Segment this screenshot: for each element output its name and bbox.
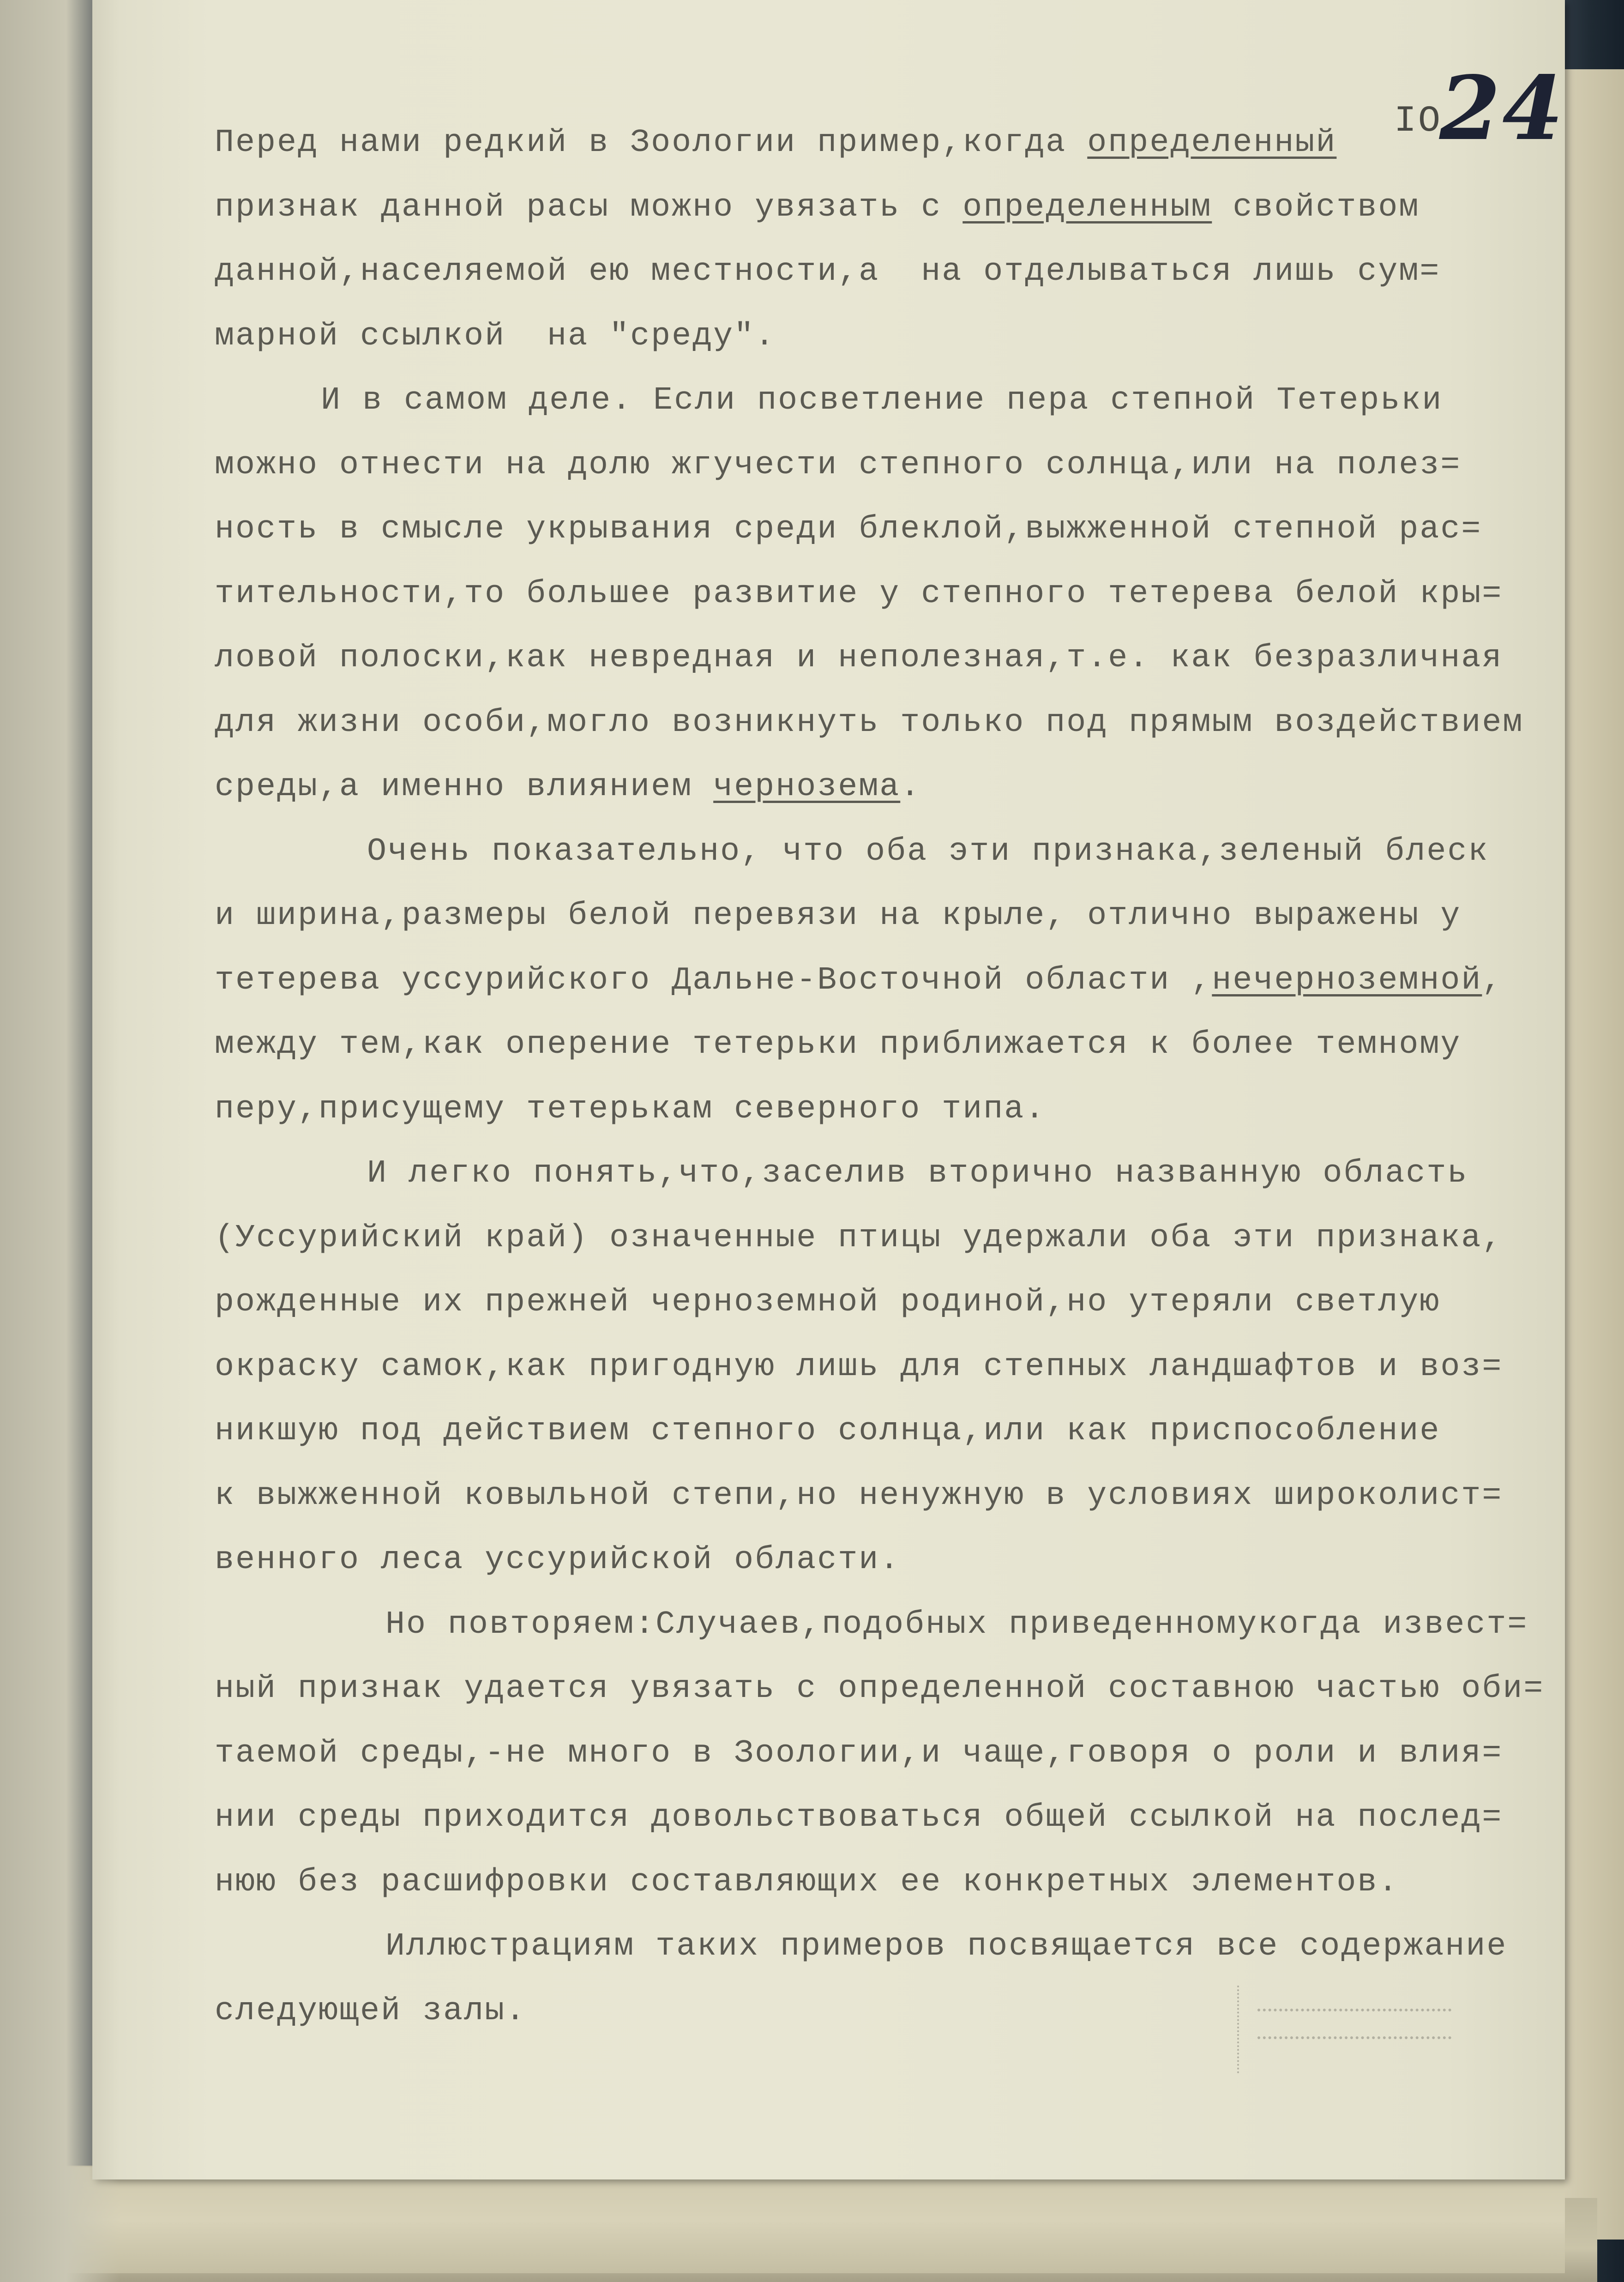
text-fragment: , — [1482, 962, 1503, 999]
underlined-word: определенный — [1087, 125, 1337, 161]
text-fragment: И в самом деле. Если посветление пера степной Тетерьки — [321, 382, 1443, 419]
text-fragment: ный признак удается увязать с определенной составною частью оби= — [215, 1671, 1545, 1707]
text-line — [215, 111, 1540, 175]
text-fragment: Очень показательно, что оба эти признака,зеленый блеск — [367, 833, 1489, 870]
text-fragment: ность в смысле укрывания среди блеклой,выжженной степной рас= — [215, 511, 1482, 548]
text-fragment: среды,а именно влиянием — [215, 769, 714, 805]
text-line — [215, 175, 1540, 240]
text-fragment: нюю без расшифровки составляющих ее конкретных элементов. — [215, 1864, 1399, 1901]
text-line — [215, 433, 1540, 498]
text-line — [215, 948, 1540, 1013]
text-line — [215, 820, 1540, 884]
text-line — [215, 1464, 1540, 1528]
text-line — [215, 1914, 1540, 1979]
text-fragment: для жизни особи,могло возникнуть только под прямым воздействием — [215, 704, 1524, 741]
text-fragment: свойством — [1212, 189, 1420, 226]
text-fragment: перу,присущему тетерькам северного типа. — [215, 1091, 1046, 1128]
text-fragment: нии среды приходится довольствоваться общей ссылкой на послед= — [215, 1799, 1503, 1836]
text-fragment: (Уссурийский край) означенные птицы удержали оба эти признака, — [215, 1219, 1503, 1256]
text-line — [215, 1721, 1540, 1786]
text-fragment: окраску самок,как пригодную лишь для степных ландшафтов и воз= — [215, 1348, 1503, 1385]
text-line — [215, 755, 1540, 820]
text-fragment: тетерева уссурийского Дальне-Восточной области , — [215, 962, 1212, 999]
underlined-word: чернозема — [713, 769, 901, 805]
text-line — [215, 368, 1540, 433]
text-line — [215, 1077, 1540, 1142]
text-line — [215, 1013, 1540, 1077]
text-fragment: Перед нами редкий в Зоологии пример,когда — [215, 125, 1088, 161]
text-line — [215, 304, 1540, 369]
text-line — [215, 626, 1540, 691]
text-fragment: признак данной расы можно увязать с — [215, 189, 963, 226]
text-line — [215, 1141, 1540, 1206]
faded-stamp — [1237, 1986, 1461, 2073]
underlined-word: нечерноземной — [1212, 962, 1482, 999]
text-line — [215, 884, 1540, 948]
text-line — [215, 1850, 1540, 1915]
text-fragment: рожденные их прежней черноземной родиной,но утеряли светлую — [215, 1284, 1441, 1321]
text-fragment: следующей залы. — [215, 1992, 527, 2029]
text-fragment: никшую под действием степного солнца,или как приспособление — [215, 1413, 1441, 1449]
page-number-typed: IO — [1394, 100, 1443, 142]
text-line — [215, 240, 1540, 304]
page-left-shadow — [0, 0, 120, 2282]
text-line — [215, 1657, 1545, 1721]
text-fragment: и ширина,размеры белой перевязи на крыле, отлично выражены у — [215, 898, 1462, 934]
text-line — [215, 1786, 1540, 1850]
text-fragment: ловой полоски,как невредная и неполезная,т.е. как безразличная — [215, 640, 1503, 676]
text-fragment: данной,населяемой ею местности,а на отделываться лишь сум= — [215, 254, 1441, 290]
text-line — [215, 562, 1540, 627]
text-line — [215, 1335, 1540, 1400]
text-line — [215, 1399, 1540, 1464]
text-line — [215, 497, 1540, 562]
text-line — [215, 1270, 1540, 1335]
text-fragment: можно отнести на долю жгучести степного солнца,или на полез= — [215, 447, 1462, 483]
underlined-word: определенным — [962, 189, 1212, 226]
text-fragment: к выжженной ковыльной степи,но ненужную в условиях широколист= — [215, 1477, 1503, 1514]
text-fragment: тительности,то большее развитие у степного тетерева белой кры= — [215, 575, 1503, 612]
underlying-pages-bottom — [42, 2166, 1565, 2273]
text-fragment: между тем,как оперение тетерьки приближается к более темному — [215, 1026, 1462, 1063]
text-fragment: . — [900, 769, 921, 805]
text-fragment: Иллюстрациям таких примеров посвящается все содержание — [385, 1928, 1508, 1965]
text-fragment: Но повторяем:Случаев,подобных приведенномукогда извест= — [385, 1606, 1528, 1643]
text-fragment: марной ссылкой на "среду". — [215, 318, 776, 355]
text-line — [215, 691, 1540, 755]
text-fragment: таемой среды,-не много в Зоологии,и чаще,говоря о роли и влия= — [215, 1735, 1503, 1772]
typewritten-text — [215, 111, 1545, 2043]
text-fragment: И легко понять,что,заселив вторично названную область — [367, 1155, 1468, 1192]
text-line — [215, 1593, 1540, 1657]
text-line — [215, 1528, 1540, 1593]
page-number-handwritten: 24 — [1439, 57, 1565, 160]
text-line — [215, 1206, 1540, 1271]
text-fragment: венного леса уссурийской области. — [215, 1542, 901, 1578]
